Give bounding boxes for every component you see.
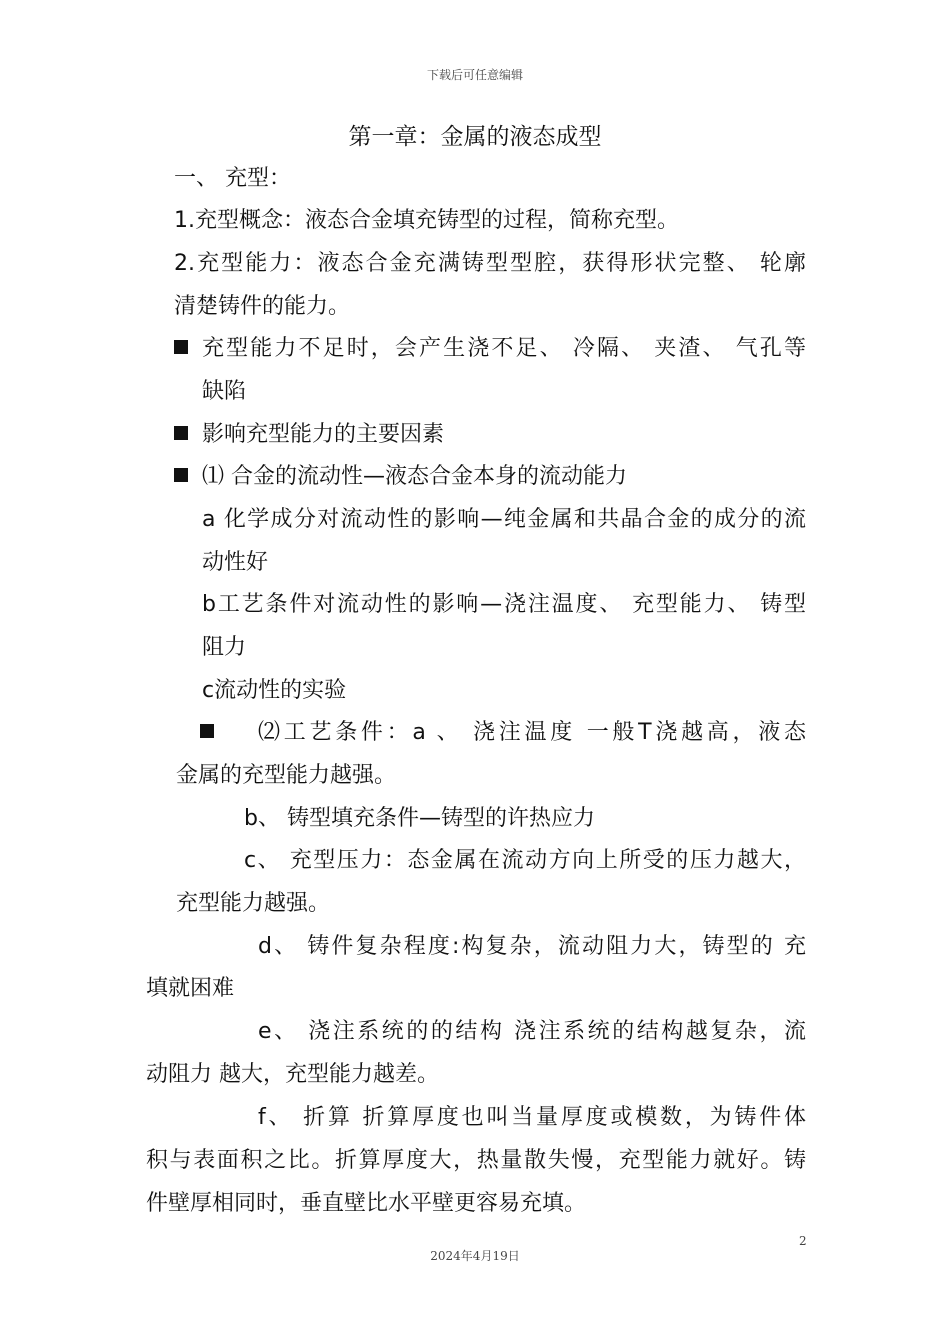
page-header: 下载后可任意编辑 — [426, 68, 523, 82]
paragraph-line: a 化学成分对流动性的影响—纯金属和共晶合金的成分的流 — [202, 507, 806, 532]
paragraph-line: 动性好 — [202, 550, 269, 575]
paragraph-line: 金属的充型能力越强。 — [176, 763, 397, 788]
paragraph-line: 积与表面积之比。折算厚度大，热量散失慢，充型能力就好。铸 — [146, 1148, 806, 1173]
page-footer-date: 2024年4月19日 — [430, 1249, 520, 1263]
bullet-icon — [200, 718, 214, 748]
paragraph-line: 1.充型概念：液态合金填充铸型的过程，简称充型。 — [174, 208, 679, 233]
paragraph-line: b工艺条件对流动性的影响—浇注温度、 充型能力、 铸型 — [202, 592, 806, 617]
bullet-line: 充型能力不足时，会产生浇不足、 冷隔、 夹渣、 气孔等 — [202, 336, 806, 361]
section-heading: 一、 充型： — [174, 166, 291, 191]
chapter-title: 第一章：金属的液态成型 — [348, 124, 602, 150]
paragraph-line: f、 折算 折算厚度也叫当量厚度或模数，为铸件体 — [258, 1105, 806, 1130]
bullet-icon — [174, 462, 188, 492]
paragraph-line: c、 充型压力：态金属在流动方向上所受的压力越大， — [244, 848, 806, 873]
paragraph-line: 件壁厚相同时，垂直壁比水平壁更容易充填。 — [146, 1191, 587, 1216]
paragraph-line: 动阻力 越大，充型能力越差。 — [146, 1062, 439, 1087]
paragraph-line: 清楚铸件的能力。 — [174, 294, 351, 319]
paragraph-line: 阻力 — [202, 635, 247, 660]
paragraph-line: 2.充型能力：液态合金充满铸型型腔，获得形状完整、 轮廓 — [174, 251, 806, 276]
paragraph-line: d、 铸件复杂程度:构复杂，流动阻力大，铸型的 充 — [258, 934, 806, 959]
paragraph-line: c流动性的实验 — [202, 678, 347, 703]
paragraph-line: e、 浇注系统的的结构 浇注系统的结构越复杂，流 — [258, 1019, 806, 1044]
paragraph-line: 填就困难 — [146, 976, 235, 1001]
paragraph-line: 充型能力越强。 — [176, 891, 331, 916]
bullet-line: 影响充型能力的主要因素 — [202, 422, 445, 447]
paragraph-line: ⑵工艺条件：a 、 浇注温度 一般T浇越高，液态 — [258, 720, 806, 745]
bullet-icon — [174, 334, 188, 364]
paragraph-line: b、 铸型填充条件—铸型的许热应力 — [244, 806, 595, 831]
bullet-icon — [174, 420, 188, 450]
bullet-line: ⑴ 合金的流动性—液态合金本身的流动能力 — [202, 464, 627, 489]
bullet-line: 缺陷 — [202, 379, 247, 404]
page-number: 2 — [799, 1234, 807, 1248]
